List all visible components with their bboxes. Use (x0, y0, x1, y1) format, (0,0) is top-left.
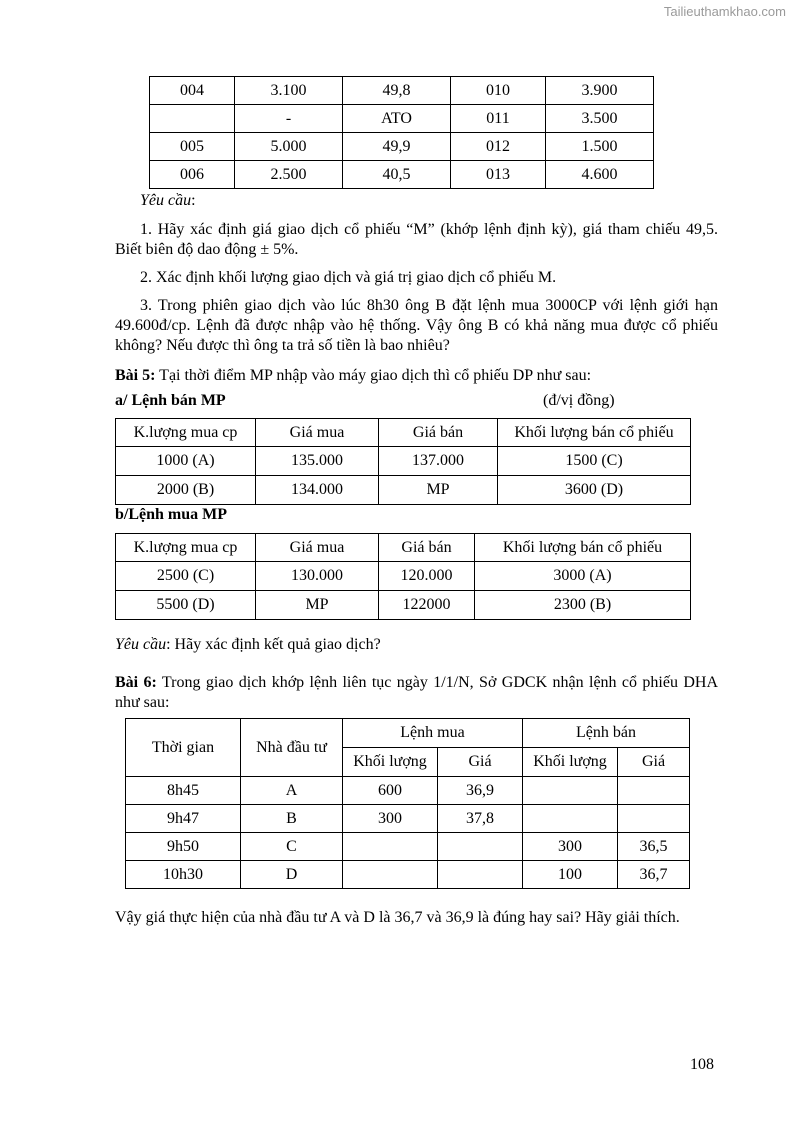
sell-mp-header-cell: Khối lượng bán cổ phiếu (498, 419, 691, 447)
dha-order-cell (523, 777, 618, 805)
table-dha-orders (125, 718, 690, 889)
header-investor: Nhà đầu tư (241, 719, 343, 777)
dha-order-cell (618, 805, 690, 833)
header-buy-price: Giá (438, 748, 523, 777)
top-table-row (150, 77, 654, 105)
sell-mp-cell: 1500 (C) (498, 447, 691, 476)
dha-order-cell: 600 (343, 777, 438, 805)
exercise-6-intro: Bài 6: Trong giao dịch khớp lệnh liên tục ngày 1/1/N, Sở GDCK nhận lệnh cổ phiếu DHA như sau: (115, 674, 718, 711)
sell-mp-cell: 135.000 (256, 447, 379, 476)
sell-mp-row (116, 447, 691, 476)
requirement-item-3: 3. Trong phiên giao dịch vào lúc 8h30 ông B đặt lệnh mua 3000CP với lệnh giới hạn 49.600đ/cp. Lệnh đã được nhập vào hệ thống. Vậy ông B có khả năng mua được cổ phiếu không? Nếu được thì ông ta trả số tiền là bao nhiêu? (115, 297, 718, 354)
top-table-row (150, 105, 654, 133)
buy-mp-header-cell: Giá bán (379, 534, 475, 562)
top-table-cell: 40,5 (343, 161, 451, 189)
exercise-6-question: Vậy giá thực hiện của nhà đầu tư A và D là 36,7 và 36,9 là đúng hay sai? Hãy giải thích. (115, 909, 680, 926)
header-buy-qty: Khối lượng (343, 748, 438, 777)
table-sell-mp (115, 418, 691, 505)
top-table-cell: 005 (150, 133, 235, 161)
buy-mp-header-cell: Giá mua (256, 534, 379, 562)
sell-mp-cell: 134.000 (256, 476, 379, 505)
dha-order-cell: 300 (343, 805, 438, 833)
buy-mp-cell: MP (256, 591, 379, 620)
dha-order-cell (438, 833, 523, 861)
dha-order-cell: B (241, 805, 343, 833)
top-table-cell: 3.900 (546, 77, 654, 105)
top-table-cell: - (235, 105, 343, 133)
top-table-cell: ATO (343, 105, 451, 133)
sell-mp-cell: 3600 (D) (498, 476, 691, 505)
buy-mp-cell: 122000 (379, 591, 475, 620)
top-table-cell: 3.500 (546, 105, 654, 133)
top-table-cell: 011 (451, 105, 546, 133)
dha-order-row (126, 777, 690, 805)
header-sell-qty: Khối lượng (523, 748, 618, 777)
dha-order-cell: 8h45 (126, 777, 241, 805)
buy-mp-cell: 2300 (B) (475, 591, 691, 620)
top-table-cell: 013 (451, 161, 546, 189)
top-table-cell: 4.600 (546, 161, 654, 189)
dha-order-cell (523, 805, 618, 833)
page-number: 108 (690, 1056, 714, 1073)
dha-order-cell: 300 (523, 833, 618, 861)
dha-order-row (126, 833, 690, 861)
top-table-row (150, 161, 654, 189)
dha-order-row (126, 861, 690, 889)
top-table-cell: 5.000 (235, 133, 343, 161)
top-table-cell: 1.500 (546, 133, 654, 161)
buy-mp-cell: 3000 (A) (475, 562, 691, 591)
dha-order-cell (618, 777, 690, 805)
sell-mp-cell: 2000 (B) (116, 476, 256, 505)
exercise-5-part-a: a/ Lệnh bán MP (115, 392, 226, 409)
dha-order-cell: D (241, 861, 343, 889)
buy-mp-cell: 2500 (C) (116, 562, 256, 591)
top-table-cell: 49,9 (343, 133, 451, 161)
header-sell: Lệnh bán (523, 719, 690, 748)
unit-label: (đ/vị đồng) (543, 392, 615, 409)
sell-mp-cell: 137.000 (379, 447, 498, 476)
top-table-cell: 49,8 (343, 77, 451, 105)
header-sell-price: Giá (618, 748, 690, 777)
dha-order-cell: 36,9 (438, 777, 523, 805)
requirement-item-2: 2. Xác định khối lượng giao dịch và giá trị giao dịch cổ phiếu M. (140, 269, 557, 286)
buy-mp-cell: 130.000 (256, 562, 379, 591)
dha-order-cell (343, 833, 438, 861)
sell-mp-cell: 1000 (A) (116, 447, 256, 476)
header-buy: Lệnh mua (343, 719, 523, 748)
requirement-label: Yêu cầu: (140, 192, 196, 209)
top-table-cell (150, 105, 235, 133)
top-table-cell: 3.100 (235, 77, 343, 105)
buy-mp-header-cell: K.lượng mua cp (116, 534, 256, 562)
sell-mp-cell: MP (379, 476, 498, 505)
sell-mp-row (116, 476, 691, 505)
requirement-item-1: 1. Hãy xác định giá giao dịch cổ phiếu “M” (khớp lệnh định kỳ), giá tham chiếu 49,5. Biết biên độ dao động ± 5%. (115, 221, 718, 258)
buy-mp-header-row (116, 534, 691, 562)
dha-order-cell: C (241, 833, 343, 861)
sell-mp-header-cell: Giá mua (256, 419, 379, 447)
dha-order-cell: 9h50 (126, 833, 241, 861)
buy-mp-cell: 5500 (D) (116, 591, 256, 620)
dha-order-cell: 36,5 (618, 833, 690, 861)
exercise-5-part-b: b/Lệnh mua MP (115, 506, 228, 523)
top-table-cell: 2.500 (235, 161, 343, 189)
dha-order-cell: 9h47 (126, 805, 241, 833)
dha-order-cell: 100 (523, 861, 618, 889)
dha-order-cell (343, 861, 438, 889)
buy-mp-row (116, 591, 691, 620)
top-table-row (150, 133, 654, 161)
dha-order-row (126, 805, 690, 833)
sell-mp-header-cell: Giá bán (379, 419, 498, 447)
table-buy-mp (115, 533, 691, 620)
watermark: Tailieuthamkhao.com (663, 4, 786, 19)
dha-order-cell: 36,7 (618, 861, 690, 889)
buy-mp-row (116, 562, 691, 591)
exercise-5-intro: Bài 5: Tại thời điểm MP nhập vào máy giao dịch thì cổ phiếu DP như sau: (115, 367, 592, 384)
dha-order-cell: 10h30 (126, 861, 241, 889)
dha-order-cell (438, 861, 523, 889)
dha-order-cell: 37,8 (438, 805, 523, 833)
buy-mp-cell: 120.000 (379, 562, 475, 591)
exercise-5-requirement: Yêu cầu: Hãy xác định kết quả giao dịch? (115, 636, 381, 653)
top-table-cell: 012 (451, 133, 546, 161)
dha-order-cell: A (241, 777, 343, 805)
top-table-cell: 010 (451, 77, 546, 105)
top-table-cell: 006 (150, 161, 235, 189)
buy-mp-header-cell: Khối lượng bán cổ phiếu (475, 534, 691, 562)
sell-mp-header-row (116, 419, 691, 447)
header-time: Thời gian (126, 719, 241, 777)
top-order-table (149, 76, 654, 189)
sell-mp-header-cell: K.lượng mua cp (116, 419, 256, 447)
top-table-cell: 004 (150, 77, 235, 105)
